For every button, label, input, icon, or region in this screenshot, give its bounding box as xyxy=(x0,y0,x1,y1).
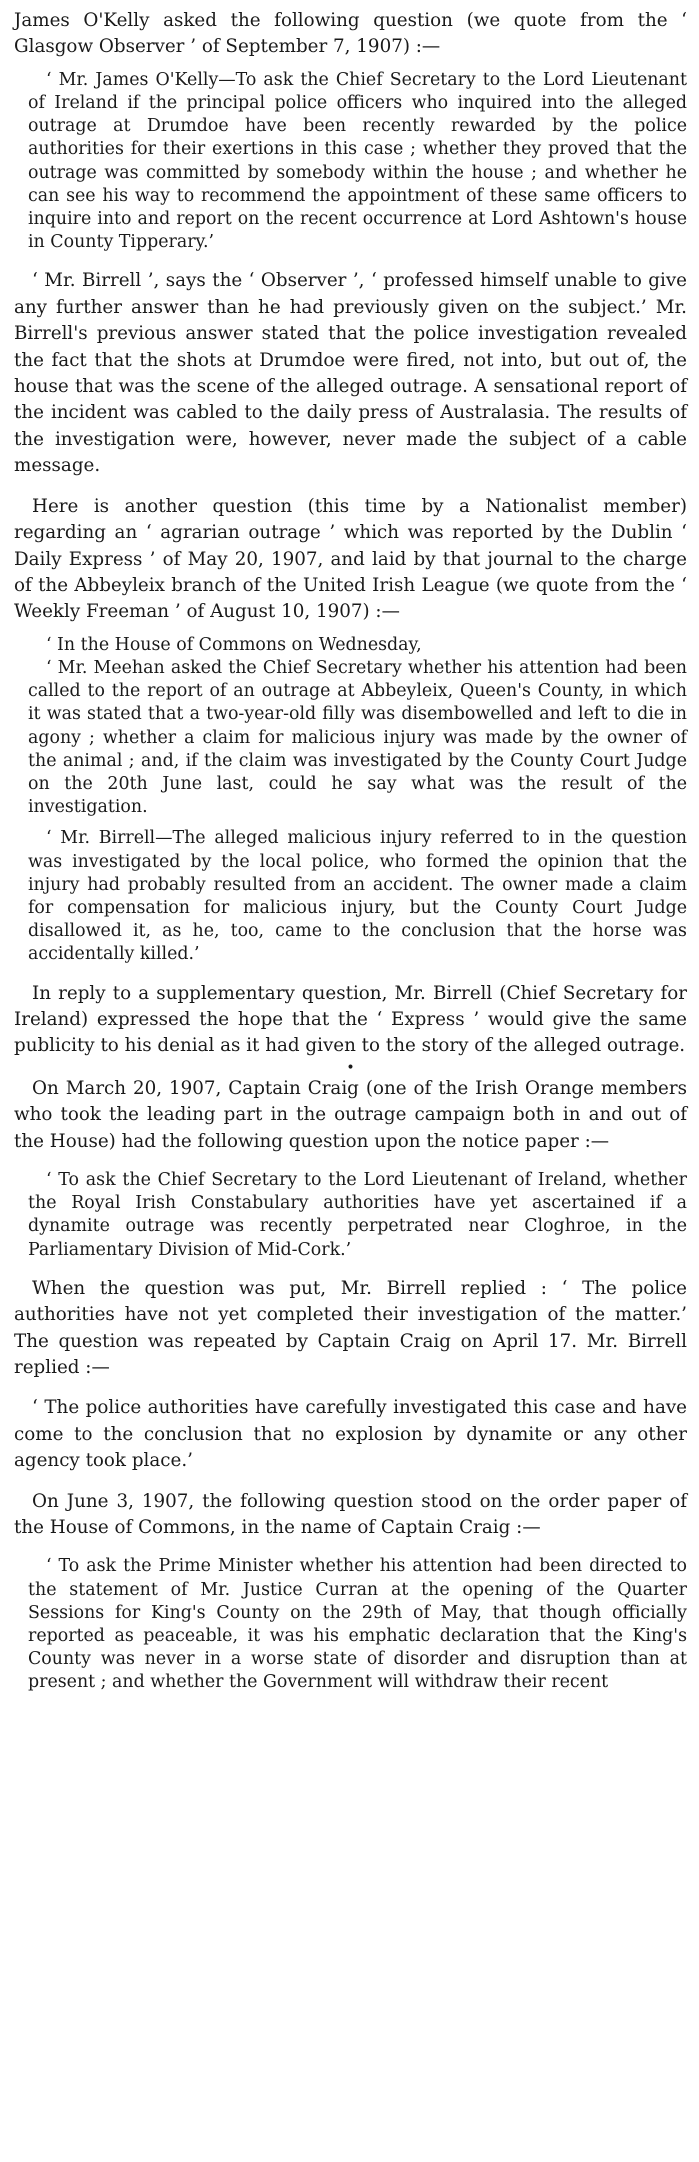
paragraph-supplementary-question: In reply to a supplementary question, Mr. Birrell (Chief Secretary for Ireland) expressed the hope that the ‘ Express ’ would give the same publicity to his denial as it had given to the story of the alleged outrage. xyxy=(14,982,687,1057)
quote-craig-question: ‘ To ask the Chief Secretary to the Lord Lieutenant of Ireland, whether the Royal Irish Constabulary authorities have yet ascertained if a dynamite outrage was recently perpetrated near Cloghroe, in the Parliamentary Division of Mid-Cork.’ xyxy=(28,1170,687,1260)
quote-birrell-answer: ‘ Mr. Birrell—The alleged malicious injury referred to in the question was investigated by the local police, who formed the opinion that the injury had probably resulted from an accident. The owner made a claim for compensation for malicious injury, but the County Court Judge disallowed it, as he, too, came to the conclusion that the horse was accidentally killed.’ xyxy=(28,828,687,965)
paragraph-craig-june: On June 3, 1907, the following question stood on the order paper of the House of Commons, in the name of Captain Craig :— xyxy=(14,1490,687,1539)
quote-prime-minister-question: ‘ To ask the Prime Minister whether his attention had been directed to the statement of Mr. Justice Curran at the opening of the Quarter Sessions for King's County on the 29th of May, that though officially reported as peaceable, it was his emphatic declaration that the King's County was never in a worse state of disorder and disruption than at present ; and whether the Government will withdraw their recent xyxy=(28,1556,687,1693)
quote-house-of-commons: ‘ In the House of Commons on Wednesday, xyxy=(46,634,422,655)
paragraph-agrarian-outrage: Here is another question (this time by a Nationalist member) regarding an ‘ agrarian outrage ’ which was reported by the Dublin ‘ Daily Express ’ of May 20, 1907, and laid by that journal to the charge of the Abbeyleix branch of the United Irish League (we quote from the ‘ Weekly Freeman ’ of August 10, 1907) :— xyxy=(14,495,687,623)
section-divider: • xyxy=(346,1059,355,1076)
paragraph-craig-march: On March 20, 1907, Captain Craig (one of the Irish Orange members who took the leading part in the outrage campaign both in and out of the House) had the following question upon the notice paper :— xyxy=(14,1077,687,1152)
quote-okelly-question: ‘ Mr. James O'Kelly—To ask the Chief Secretary to the Lord Lieutenant of Ireland if the principal police officers who inquired into the alleged outrage at Drumdoe have been recently rewarded by the police authorities for their exertions in this case ; whether they proved that the outrage was committed by somebody within the house ; and whether he can see his way to recommend the appointment of these same officers to inquire into and report on the recent occurrence at Lord Ashtown's house in County Tipperary.’ xyxy=(28,69,687,253)
quote-meehan-question: ‘ Mr. Meehan asked the Chief Secretary whether his attention had been called to the report of an outrage at Abbeyleix, Queen's County, in which it was stated that a two-year-old filly was disembowelled and left to die in agony ; whether a claim for malicious injury was made by the owner of the animal ; and, if the claim was investigated by the County Court Judge on the 20th June last, could he say what was the result of the investigation. xyxy=(28,657,687,818)
paragraph-police-conclusion: ‘ The police authorities have carefully investigated this case and have come to the conclusion that no explosion by dynamite or any other agency took place.’ xyxy=(14,1397,687,1472)
paragraph-okelly-intro: James O'Kelly asked the following question (we quote from the ‘ Glasgow Observer ’ of September 7, 1907) :— xyxy=(14,10,687,58)
paragraph-birrell-reply: When the question was put, Mr. Birrell replied : ‘ The police authorities have not yet completed their investigation of the matter.’ The question was repeated by Captain Craig on April 17. Mr. Birrell replied :— xyxy=(14,1277,687,1379)
paragraph-birrell-observer: ‘ Mr. Birrell ’, says the ‘ Observer ’, ‘ professed himself unable to give any further answer than he had previously given on the subject.’ Mr. Birrell's previous answer stated that the police investigation revealed the fact that the shots at Drumdoe were fired, not into, but out of, the house that was the scene of the alleged outrage. A sensational report of the incident was cabled to the daily press of Australasia. The results of the investigation were, however, never made the subject of a cable message. xyxy=(14,270,687,477)
